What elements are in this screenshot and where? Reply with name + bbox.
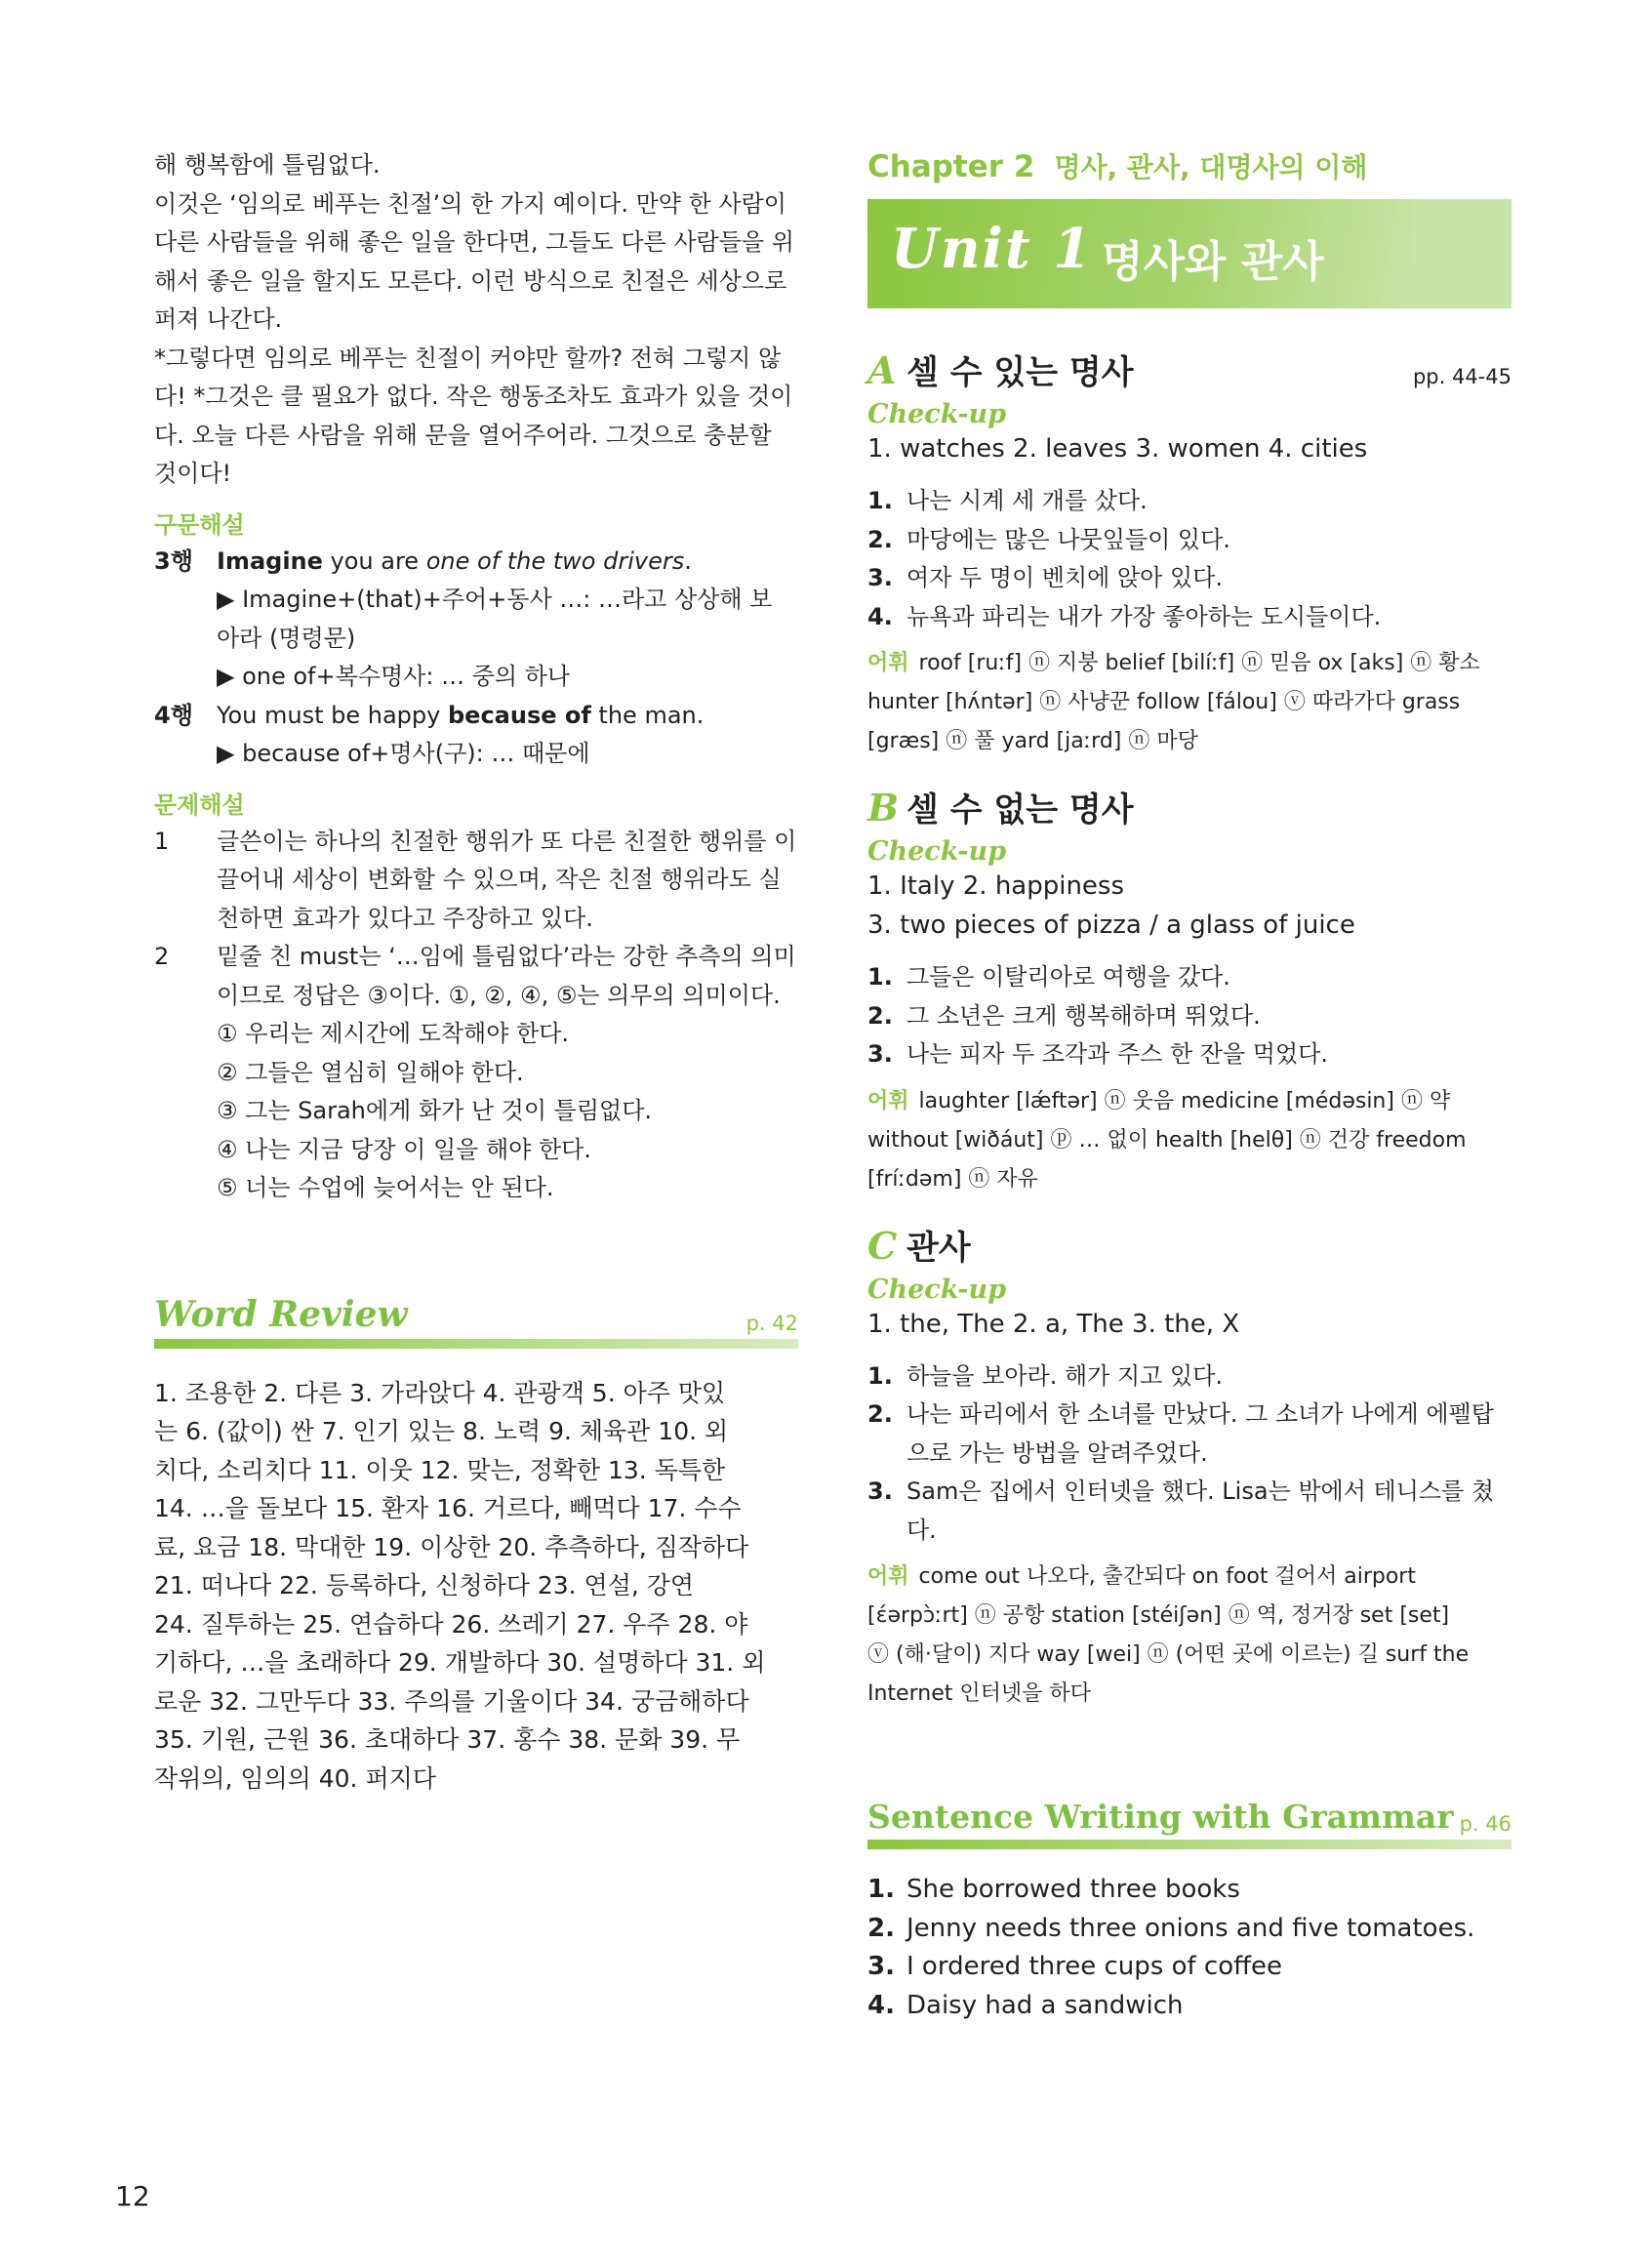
vocab-label: 어휘	[867, 651, 909, 675]
intro-text	[154, 146, 798, 494]
translation-list	[867, 1357, 1511, 1551]
section-b-heading	[867, 783, 1511, 830]
text-line: ⑤ 너는 수업에 늦어서는 안 된다.	[217, 1174, 554, 1201]
text: You must be happy	[217, 701, 448, 729]
item-text: I ordered three cups of coffee	[907, 1952, 1283, 1981]
chapter-title: 명사, 관사, 대명사의 이해	[1054, 151, 1368, 183]
check-up-answers: 1. Italy 2. happiness	[867, 871, 1125, 901]
list-item	[867, 1396, 1511, 1435]
item-text: 나는 파리에서 한 소녀를 만났다. 그 소녀가 나에게 에펠탑	[907, 1400, 1494, 1428]
item-text: 으로 가는 방법을 알려주었다.	[907, 1438, 1208, 1467]
item-number	[867, 1435, 907, 1474]
vocab-line	[867, 1082, 1511, 1121]
item-number: 4.	[867, 602, 893, 630]
vocab-line: ⓥ (해·달이) 지다 way [wei] ⓝ (어떤 곳에 이르는) 길 surf the	[867, 1642, 1470, 1667]
item-text: 그 소년은 크게 행복해하며 뛰었다.	[907, 1001, 1261, 1030]
item-number: 2.	[867, 1400, 893, 1428]
review-line: 35. 기원, 근원 36. 초대하다 37. 홍수 38. 문화 39. 무	[154, 1725, 741, 1754]
intro-line: 다. 오늘 다른 사람을 위해 문을 열어주어라. 그것으로 충분할	[154, 421, 772, 449]
text-line: 이므로 정답은 ③이다. ①, ②, ④, ⑤는 의무의 의미이다.	[217, 981, 781, 1009]
gumun-note: ▶ Imagine+(that)+주어+동사 …: …라고 상상해 보	[217, 586, 773, 613]
text-line: ④ 나는 지금 당장 이 일을 해야 한다.	[217, 1135, 591, 1163]
unit-title: 명사와 관사	[1102, 237, 1324, 287]
item-number	[867, 1512, 907, 1551]
list-item	[867, 1871, 1511, 1910]
vocab-line	[867, 1558, 1511, 1597]
text: .	[684, 547, 692, 575]
vocab-text: roof [ruːf] ⓝ 지붕 belief [bilíːf] ⓝ 믿음 ox [aks] ⓝ 황소	[918, 651, 1480, 675]
section-pages: pp. 44-45	[1412, 365, 1511, 388]
item-text: 여자 두 명이 벤치에 앉아 있다.	[907, 564, 1223, 591]
vocab-text: laughter [lǽftər] ⓝ 웃음 medicine [médəsin] ⓝ 약	[918, 1088, 1451, 1113]
review-line: 료, 요금 18. 막대한 19. 이상한 20. 추측하다, 짐작하다	[154, 1532, 749, 1561]
translation-list	[867, 482, 1511, 636]
text-line: 밑줄 친 must는 ‘…임에 틀림없다’라는 강한 추측의 의미	[217, 943, 796, 970]
question-number: 1	[154, 827, 170, 855]
gumun-note: 아라 (명령문)	[217, 624, 356, 652]
gumun-sentence	[217, 697, 704, 736]
check-up-label: Check-up	[867, 399, 1007, 429]
item-text: Jenny needs three onions and five tomatoes.	[907, 1913, 1475, 1943]
section-letter: B	[867, 786, 900, 830]
review-line: 로운 32. 그만두다 33. 주의를 기울이다 34. 궁금해하다	[154, 1686, 749, 1716]
sentence-writing-page: p. 46	[1459, 1812, 1511, 1836]
intro-line: 것이다!	[154, 460, 232, 487]
munje-section	[154, 788, 798, 1208]
answer-text	[217, 938, 796, 1208]
list-item	[867, 1357, 1511, 1397]
vocab-block	[867, 644, 1511, 761]
text: the man.	[590, 701, 705, 729]
item-text: 다.	[907, 1516, 937, 1544]
bold-text: because of	[447, 701, 591, 729]
item-number: 3.	[867, 1040, 893, 1068]
check-up-answers: 1. watches 2. leaves 3. women 4. cities	[867, 434, 1368, 464]
green-rule	[867, 1840, 1511, 1849]
section-a-heading	[867, 345, 1511, 393]
gumun-section	[154, 507, 798, 774]
item-number: 2.	[867, 1001, 893, 1030]
list-item	[867, 521, 1511, 560]
gumun-line3	[154, 543, 798, 582]
munje-q1	[154, 823, 798, 939]
review-line: 기하다, …을 초래하다 29. 개발하다 30. 설명하다 31. 외	[154, 1648, 766, 1677]
review-line: 1. 조용한 2. 다른 3. 가라앉다 4. 관광객 5. 아주 맛있	[154, 1378, 726, 1407]
item-number: 1.	[867, 1875, 895, 1904]
item-number: 3.	[867, 1478, 893, 1505]
chapter-heading	[867, 146, 1511, 185]
word-review-page: p. 42	[745, 1311, 798, 1335]
section-c-heading	[867, 1221, 1511, 1269]
list-item	[867, 1512, 1511, 1551]
intro-line: *그렇다면 임의로 베푸는 친절이 커야만 할까? 전혀 그렇지 않	[154, 344, 782, 372]
check-up-answers: 1. the, The 2. a, The 3. the, X	[867, 1309, 1240, 1339]
munje-label: 문제해설	[154, 790, 245, 819]
item-text: 나는 피자 두 조각과 주스 한 잔을 먹었다.	[907, 1040, 1328, 1068]
vocab-line	[867, 644, 1511, 683]
vocab-label: 어휘	[867, 1564, 909, 1589]
list-item	[867, 1948, 1511, 1987]
list-item	[867, 482, 1511, 521]
gumun-line4	[154, 697, 798, 736]
vocab-line: without [wiðáut] ⓟ … 없이 health [helθ] ⓝ 건강 freedom	[867, 1127, 1467, 1153]
text: you are	[322, 547, 426, 575]
item-text: 나는 시계 세 개를 샀다.	[907, 487, 1148, 514]
vocab-block	[867, 1082, 1511, 1199]
vocab-text: come out 나오다, 출간되다 on foot 걸어서 airport	[918, 1564, 1416, 1589]
right-column	[867, 0, 1511, 2025]
sentence-writing	[867, 1798, 1511, 2025]
left-column	[154, 0, 798, 1798]
line-key: 4행	[154, 701, 193, 729]
section-title: 셀 수 있는 명사	[907, 353, 1134, 392]
list-item	[867, 1987, 1511, 2026]
check-up-label: Check-up	[867, 1274, 1007, 1305]
review-line: 작위의, 임의의 40. 퍼지다	[154, 1763, 436, 1793]
review-line: 는 6. (값이) 싼 7. 인기 있는 8. 노력 9. 체육관 10. 외	[154, 1417, 729, 1445]
check-up-label: Check-up	[867, 836, 1007, 867]
item-number: 2.	[867, 525, 893, 553]
list-item	[867, 559, 1511, 598]
word-review-title: Word Review	[154, 1293, 408, 1335]
question-number: 2	[154, 943, 170, 970]
vocab-line: Internet 인터넷을 하다	[867, 1681, 1091, 1706]
check-up-answers: 3. two pieces of pizza / a glass of juice	[867, 911, 1355, 940]
item-text: Sam은 집에서 인터넷을 했다. Lisa는 밖에서 테니스를 쳤	[907, 1478, 1495, 1505]
intro-line: 다른 사람들을 위해 좋은 일을 한다면, 그들도 다른 사람들을 위	[154, 228, 794, 256]
vocab-line: [fríːdəm] ⓝ 자유	[867, 1166, 1038, 1192]
intro-line: 이것은 ‘임의로 베푸는 친절’의 한 가지 예이다. 만약 한 사람이	[154, 189, 786, 218]
review-line: 14. …을 돌보다 15. 환자 16. 거르다, 빼먹다 17. 수수	[154, 1494, 742, 1522]
sentence-writing-header	[867, 1798, 1511, 1836]
section-title: 셀 수 없는 명사	[907, 790, 1134, 830]
line-key: 3행	[154, 547, 193, 575]
item-number: 3.	[867, 564, 893, 591]
vocab-line: hunter [hʌ́ntər] ⓝ 사냥꾼 follow [fálou] ⓥ 따라가다 grass	[867, 690, 1461, 714]
intro-line: 해 행복함에 틀림없다.	[154, 151, 381, 179]
gumun-note: ▶ because of+명사(구): … 때문에	[217, 740, 590, 767]
page-number: 12	[115, 2180, 150, 2212]
item-number: 1.	[867, 1361, 893, 1390]
intro-line: 다! *그것은 클 필요가 없다. 작은 행동조차도 효과가 있을 것이	[154, 383, 793, 410]
item-text: 마당에는 많은 나뭇잎들이 있다.	[907, 525, 1230, 553]
chapter-label: Chapter 2	[867, 149, 1035, 184]
review-line: 치다, 소리치다 11. 이웃 12. 맞는, 정확한 13. 독특한	[154, 1455, 726, 1484]
review-line: 21. 떠나다 22. 등록하다, 신청하다 23. 연설, 강연	[154, 1571, 695, 1599]
text-line: ② 그들은 열심히 일해야 한다.	[217, 1058, 524, 1086]
item-number: 3.	[867, 1952, 895, 1981]
section-letter: A	[867, 348, 897, 392]
item-number: 1.	[867, 487, 893, 514]
translation-list	[867, 958, 1511, 1074]
gumun-note: ▶ one of+복수명사: … 중의 하나	[217, 663, 571, 690]
list-item	[867, 958, 1511, 997]
vocab-label: 어휘	[867, 1088, 909, 1113]
item-number: 1.	[867, 963, 893, 991]
text-line: 끌어내 세상이 변화할 수 있으며, 작은 친절 행위라도 실	[217, 866, 782, 893]
list-item	[867, 1035, 1511, 1074]
list-item	[867, 1435, 1511, 1474]
sentence-writing-title: Sentence Writing with Grammar	[867, 1798, 1454, 1836]
gumun-sentence	[217, 543, 692, 582]
intro-line: 해서 좋은 일을 할지도 모른다. 이런 방식으로 친절은 세상으로	[154, 266, 787, 295]
list-item	[867, 1473, 1511, 1512]
intro-line: 퍼져 나간다.	[154, 305, 283, 333]
word-review-list	[154, 1374, 798, 1799]
italic-text: one of the two drivers	[425, 547, 685, 575]
text-line: 글쓴이는 하나의 친절한 행위가 또 다른 친절한 행위를 이	[217, 827, 797, 855]
word-review	[154, 1294, 798, 1799]
bold-text: Imagine	[217, 547, 323, 575]
word-review-header	[154, 1294, 798, 1335]
unit-banner	[867, 199, 1511, 308]
section-letter: C	[867, 1223, 898, 1268]
item-text: Daisy had a sandwich	[907, 1990, 1184, 2020]
unit-label: Unit 1	[891, 217, 1094, 281]
vocab-block	[867, 1558, 1511, 1714]
green-rule	[154, 1339, 798, 1349]
list-item	[867, 1910, 1511, 1949]
list-item	[867, 997, 1511, 1036]
item-number: 2.	[867, 1913, 895, 1943]
vocab-line: [græs] ⓝ 풀 yard [jaːrd] ⓝ 마당	[867, 729, 1198, 753]
sentence-list	[867, 1871, 1511, 2025]
vocab-line: [ɛ́ərpɔ̀ːrt] ⓝ 공항 station [stéiʃən] ⓝ 역, 정거장 set [set]	[867, 1603, 1450, 1628]
item-text: 하늘을 보아라. 해가 지고 있다.	[907, 1361, 1223, 1390]
text-line: ③ 그는 Sarah에게 화가 난 것이 틀림없다.	[217, 1097, 653, 1124]
text-line: ① 우리는 제시간에 도착해야 한다.	[217, 1020, 570, 1047]
item-text: She borrowed three books	[907, 1875, 1240, 1904]
item-text: 그들은 이탈리아로 여행을 갔다.	[907, 963, 1230, 991]
text-line: 천하면 효과가 있다고 주장하고 있다.	[217, 904, 593, 932]
item-number: 4.	[867, 1990, 895, 2020]
munje-q2	[154, 938, 798, 1208]
review-line: 24. 질투하는 25. 연습하다 26. 쓰레기 27. 우주 28. 야	[154, 1609, 748, 1639]
item-text: 뉴욕과 파리는 내가 가장 좋아하는 도시들이다.	[907, 602, 1382, 630]
section-title: 관사	[907, 1228, 971, 1268]
answer-text	[217, 823, 796, 939]
list-item	[867, 598, 1511, 637]
gumun-label: 구문해설	[154, 510, 245, 539]
